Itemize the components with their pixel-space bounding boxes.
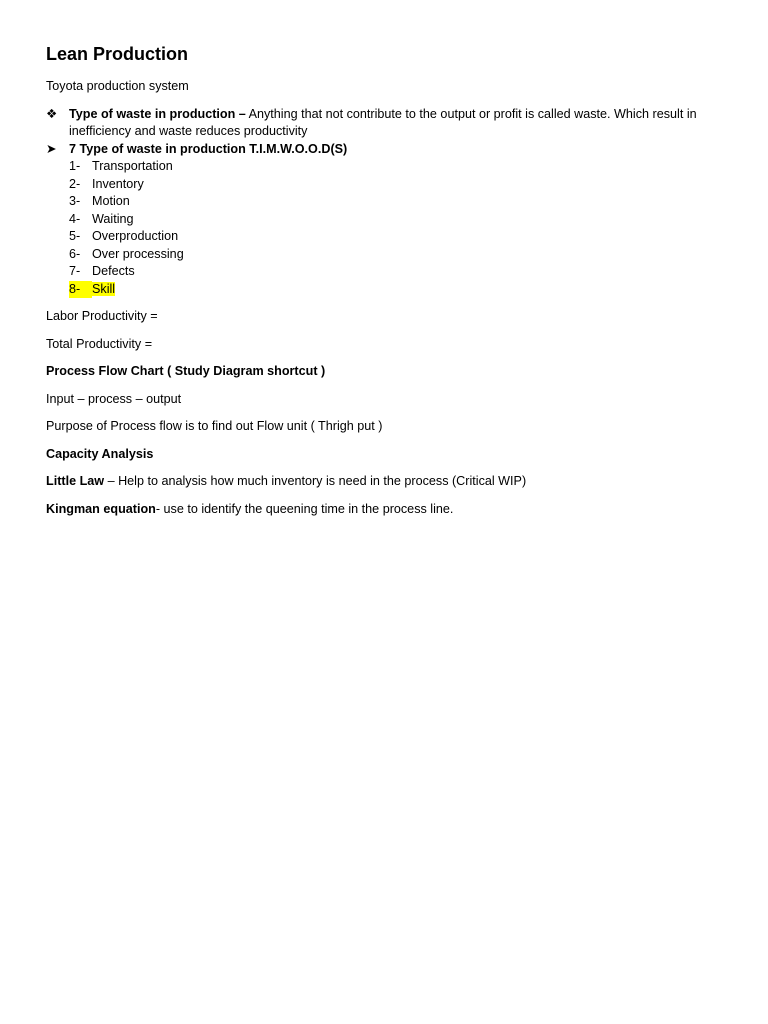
kingman-text: - use to identify the queening time in the process line. xyxy=(155,501,454,516)
input-process-output: Input – process – output xyxy=(46,391,182,406)
waste-definition-text: Anything that not contribute to the output or profit is called waste. Which result in inefficiency and waste reduces productivity xyxy=(69,106,697,138)
bullet-waste-definition xyxy=(46,106,726,141)
list-item: 2- Inventory xyxy=(69,176,144,191)
list-item: 4- Waiting xyxy=(69,211,134,226)
little-law-text: – Help to analysis how much inventory is need in the process (Critical WIP) xyxy=(104,474,527,488)
arrow-bullet-icon: ➤ xyxy=(46,141,57,156)
total-productivity: Total Productivity = xyxy=(46,336,153,351)
process-flow-heading: Process Flow Chart ( Study Diagram shortcut ) xyxy=(46,364,326,378)
kingman-term: Kingman equation xyxy=(46,501,156,516)
document-title: Lean Production xyxy=(46,44,189,64)
waste-list xyxy=(69,158,726,298)
list-item: 3- Motion xyxy=(69,194,130,208)
subtitle: Toyota production system xyxy=(46,79,189,93)
diamond-bullet-icon: ❖ xyxy=(46,106,58,121)
waste-types-heading: 7 Type of waste in production T.I.M.W.O.O.D(S) xyxy=(69,141,348,156)
list-item: 6- Over processing xyxy=(69,246,184,261)
labor-productivity: Labor Productivity = xyxy=(46,309,158,323)
process-flow-purpose: Purpose of Process flow is to find out Flow unit ( Thrigh put ) xyxy=(46,419,383,433)
bullet-waste-types xyxy=(46,141,726,159)
list-item: 5- Overproduction xyxy=(69,229,179,243)
list-item-highlighted: 8- Skill xyxy=(69,281,726,299)
list-item: 7- Defects xyxy=(69,264,135,278)
little-law-line xyxy=(46,473,726,491)
document-page xyxy=(46,42,726,528)
little-law-term: Little Law xyxy=(46,474,105,488)
kingman-line xyxy=(46,501,726,519)
waste-definition-heading: Type of waste in production – xyxy=(69,106,246,121)
capacity-analysis-heading: Capacity Analysis xyxy=(46,446,154,461)
list-item: 1- Transportation xyxy=(69,159,173,173)
